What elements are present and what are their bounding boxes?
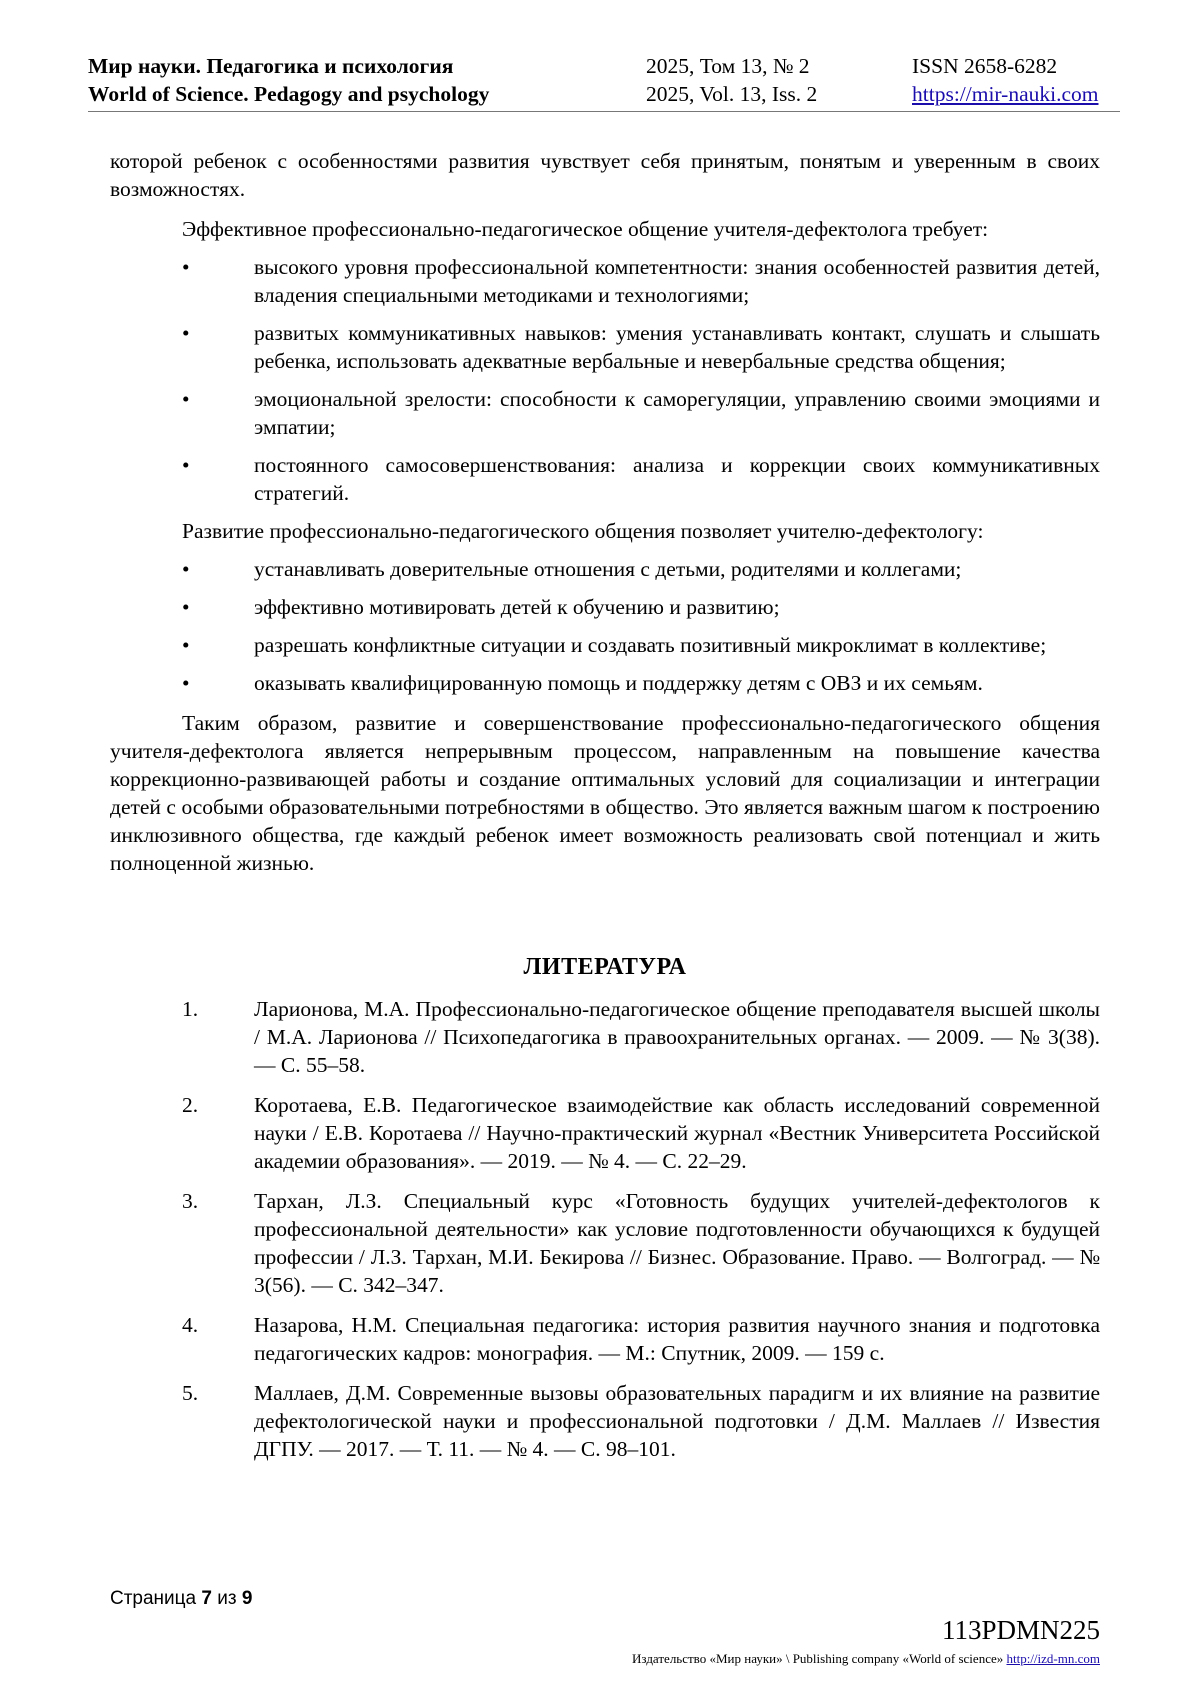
reference-number: 1.	[182, 997, 199, 1021]
page-of: из	[217, 1588, 237, 1609]
bullet-icon: •	[182, 387, 190, 411]
reference-item	[110, 1091, 1100, 1175]
reference-item	[110, 1379, 1100, 1463]
list-item-text: разрешать конфликтные ситуации и создавать позитивный микроклимат в коллективе;	[254, 633, 1047, 657]
issue-info	[646, 52, 817, 108]
list-item-text: устанавливать доверительные отношения с детьми, родителями и коллегами;	[254, 557, 962, 581]
list-item-text: развитых коммуникативных навыков: умения устанавливать контакт, слушать и слышать ребенка, использовать адекватные вербальные и невербальные средства общения;	[254, 321, 1100, 373]
issue-en: 2025, Vol. 13, Iss. 2	[646, 82, 818, 106]
reference-item	[110, 995, 1100, 1079]
reference-text: Назарова, Н.М. Специальная педагогика: история развития научного знания и подготовка педагогических кадров: монография. — М.: Спутник, 2009. — 159 с.	[254, 1313, 1100, 1365]
list-item	[110, 631, 1100, 659]
reference-item	[110, 1311, 1100, 1367]
list-item	[110, 253, 1100, 309]
reference-item	[110, 1187, 1100, 1299]
paragraph-requires: Эффективное профессионально-педагогическое общение учителя-дефектолога требует:	[182, 217, 989, 241]
list-item-text: высокого уровня профессиональной компетентности: знания особенностей развития детей, владения специальными методиками и технологиями;	[254, 255, 1100, 307]
paragraph-conclusion: Таким образом, развитие и совершенствование профессионально-педагогического общения учителя-дефектолога является непрерывным процессом, направленным на повышение качества коррекционно-развивающей работы и создание оптимальных условий для социализации и интеграции детей с особыми образовательными потребностями в общество. Это является важным шагом к построению инклюзивного общества, где каждый ребенок имеет возможность реализовать свой потенциал и жить полноценной жизнью.	[110, 711, 1100, 875]
issn: ISSN 2658-6282	[912, 54, 1058, 78]
bullet-icon: •	[182, 671, 190, 695]
list-item	[110, 451, 1100, 507]
reference-number: 3.	[182, 1189, 199, 1213]
page-label: Страница	[110, 1588, 197, 1609]
bullet-icon: •	[182, 453, 190, 477]
requires-list	[110, 253, 1100, 507]
journal-name	[88, 52, 489, 108]
reference-text: Маллаев, Д.М. Современные вызовы образовательных парадигм и их влияние на развитие дефектологической науки и профессиональной подготовки / Д.М. Маллаев // Известия ДГПУ. — 2017. — Т. 11. — № 4. — С. 98–101.	[254, 1381, 1100, 1461]
page-header	[88, 52, 1120, 112]
bullet-icon: •	[182, 595, 190, 619]
page-number	[110, 1588, 252, 1610]
article-body	[110, 147, 1100, 1475]
list-item	[110, 319, 1100, 375]
reference-text: Коротаева, Е.В. Педагогическое взаимодействие как область исследований современной науки / Е.В. Коротаева // Научно-практический журнал «Вестник Университета Российской академии образования». — 2019. — № 4. — С. 22–29.	[254, 1093, 1100, 1173]
issue-ru: 2025, Том 13, № 2	[646, 54, 810, 78]
reference-number: 5.	[182, 1381, 199, 1405]
journal-url-link[interactable]: https://mir-nauki.com	[912, 82, 1099, 106]
reference-number: 4.	[182, 1313, 199, 1337]
publisher-line	[632, 1651, 1100, 1667]
list-item-text: эмоциональной зрелости: способности к саморегуляции, управлению своими эмоциями и эмпатии;	[254, 387, 1100, 439]
page-current: 7	[201, 1588, 212, 1609]
list-item-text: эффективно мотивировать детей к обучению и развитию;	[254, 595, 780, 619]
article-code: 113PDMN225	[941, 1615, 1100, 1645]
paragraph-continuation: которой ребенок с особенностями развития чувствует себя принятым, понятым и уверенным в своих возможностях.	[110, 149, 1100, 201]
bullet-icon: •	[182, 633, 190, 657]
publisher-text: Издательство «Мир науки» \ Publishing company «World of science»	[632, 1651, 1004, 1666]
references-list	[110, 995, 1100, 1463]
journal-name-en: World of Science. Pedagogy and psychology	[88, 82, 490, 106]
reference-number: 2.	[182, 1093, 199, 1117]
references-title: ЛИТЕРАТУРА	[523, 954, 687, 980]
publisher-link[interactable]: http://izd-mn.com	[1006, 1651, 1100, 1666]
bullet-icon: •	[182, 255, 190, 279]
issn-block	[912, 52, 1098, 108]
bullet-icon: •	[182, 321, 190, 345]
reference-text: Тархан, Л.З. Специальный курс «Готовность будущих учителей-дефектологов к профессиональной деятельности» как условие подготовленности обучающихся к будущей профессии / Л.З. Тархан, М.И. Бекирова // Бизнес. Образование. Право. — Волгоград. — № 3(56). — С. 342–347.	[254, 1189, 1100, 1297]
list-item-text: оказывать квалифицированную помощь и поддержку детям с ОВЗ и их семьям.	[254, 671, 983, 695]
bullet-icon: •	[182, 557, 190, 581]
reference-text: Ларионова, М.А. Профессионально-педагогическое общение преподавателя высшей школы / М.А. Ларионова // Психопедагогика в правоохранительных органах. — 2009. — № 3(38). — С. 55–58.	[254, 997, 1100, 1077]
allows-list	[110, 555, 1100, 697]
list-item	[110, 593, 1100, 621]
list-item	[110, 555, 1100, 583]
list-item	[110, 385, 1100, 441]
journal-name-ru: Мир науки. Педагогика и психология	[88, 54, 454, 78]
list-item	[110, 669, 1100, 697]
page-total: 9	[241, 1588, 253, 1609]
list-item-text: постоянного самосовершенствования: анализа и коррекции своих коммуникативных стратегий.	[254, 453, 1100, 505]
paragraph-allows: Развитие профессионально-педагогического общения позволяет учителю-дефектологу:	[182, 519, 984, 543]
